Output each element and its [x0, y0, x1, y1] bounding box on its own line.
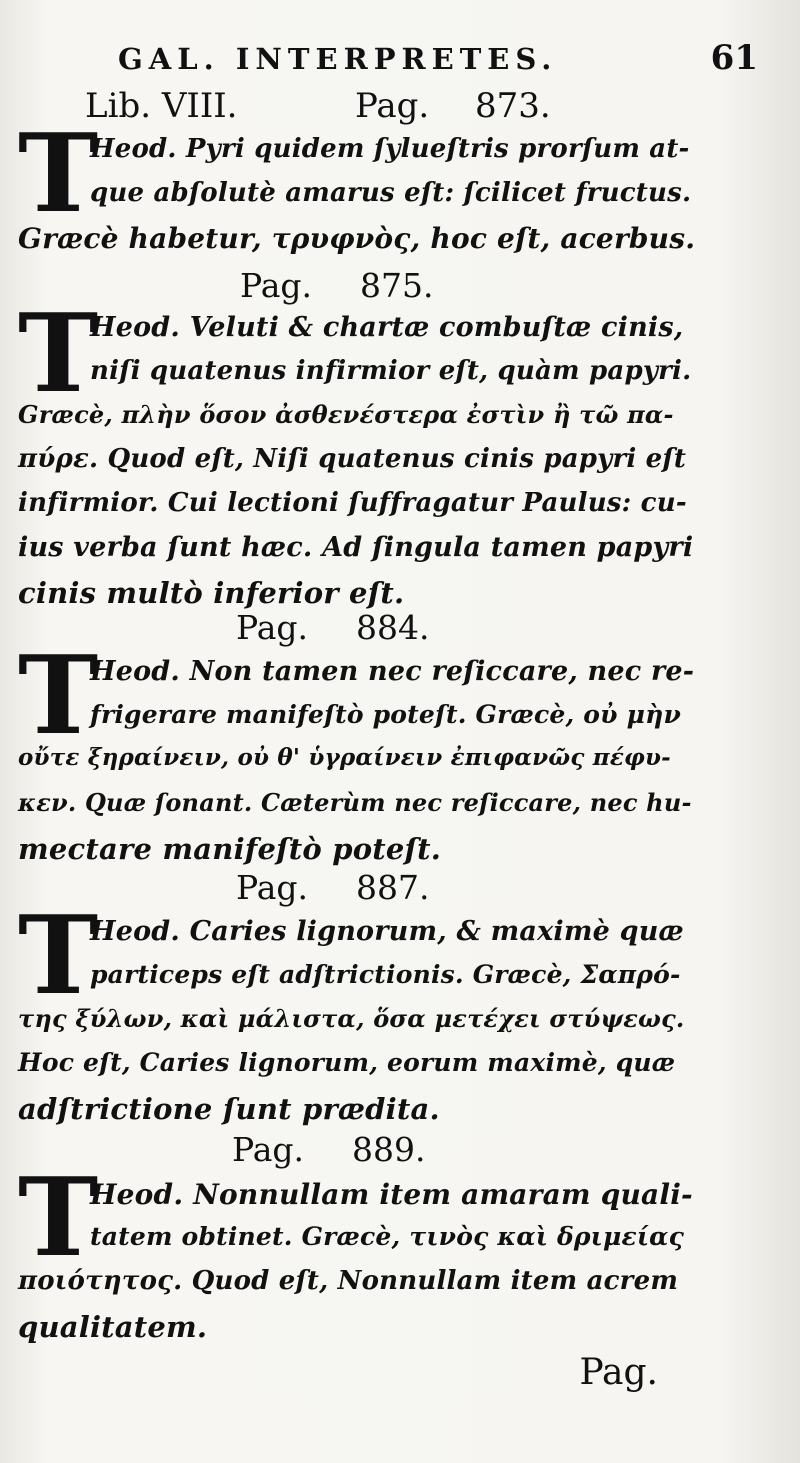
- page-heading-number: 884.: [356, 608, 430, 647]
- entry-line: ius verba ſunt hæc. Ad ſingula tamen papyri: [18, 532, 694, 563]
- entry-line: Heod. Caries lignorum, & maximè quæ: [90, 916, 684, 947]
- page-heading-number: 875.: [360, 266, 434, 305]
- entry-line: Heod. Pyri quidem ſylueſtris prorſum at-: [90, 134, 690, 164]
- page-heading-number: 889.: [352, 1130, 426, 1169]
- entry-line: Heod. Non tamen nec reſiccare, nec re-: [90, 656, 695, 687]
- entry-line: que abſolutè amarus eſt: ſcilicet fructus.: [90, 178, 692, 208]
- drop-capital: T: [18, 633, 99, 759]
- page-heading-label: Pag.: [236, 868, 309, 907]
- entry-line: adſtrictione ſunt prædita.: [18, 1092, 440, 1126]
- entry-873: [18, 111, 696, 266]
- entry-887: [18, 893, 685, 1128]
- entry-884: [18, 633, 695, 868]
- entry-line: infirmior. Cui lectioni ſuffragatur Paulus: cu-: [18, 488, 687, 518]
- entry-line: Græcè habetur, τρυφνὸς, hoc eſt, acerbus.: [18, 222, 696, 255]
- entry-line: niſi quatenus infirmior eſt, quàm papyri.: [90, 356, 692, 386]
- drop-capital: T: [18, 291, 99, 417]
- entry-889: [18, 1155, 693, 1350]
- entry-line: Hoc eſt, Caries lignorum, eorum maximè, quæ: [18, 1048, 676, 1077]
- entry-line: Græcè, πλὴν ὅσον ἀσθενέστερα ἐστὶν ἢ τῶ πα-: [18, 400, 674, 429]
- page-heading-label: Pag.: [240, 266, 313, 305]
- drop-capital: T: [18, 893, 99, 1019]
- entry-line: ποιότητος. Quod eſt, Nonnullam item acrem: [18, 1266, 679, 1296]
- entry-line: cinis multò inferior eſt.: [18, 576, 405, 610]
- page-heading: [232, 1130, 426, 1172]
- running-title: GAL. INTERPRETES.: [118, 42, 558, 76]
- page-heading: [236, 868, 430, 910]
- entry-875: [18, 291, 694, 610]
- entry-line: particeps eſt adſtrictionis. Græcè, Σαπρό-: [90, 960, 681, 989]
- page-label: Pag.: [355, 86, 430, 126]
- entry-line: πύρε. Quod eſt, Niſi quatenus cinis papyri eſt: [18, 444, 687, 474]
- entry-line: οὔτε ξηραίνειν, οὐ θ' ὑγραίνειν ἐπιφανῶς πέφυ-: [18, 744, 671, 771]
- page-header: [118, 38, 758, 82]
- page-heading: [236, 608, 430, 650]
- drop-capital: T: [18, 1155, 99, 1281]
- entry-line: mectare manifeſtò poteſt.: [18, 832, 442, 866]
- page-reference-number: 873.: [475, 86, 551, 126]
- book-label: Lib. VIII.: [85, 86, 238, 126]
- entry-line: frigerare manifeſtò poteſt. Græcè, οὐ μὴν: [90, 700, 682, 729]
- entry-line: Heod. Nonnullam item amaram quali-: [90, 1178, 693, 1211]
- page-number: 61: [710, 38, 758, 78]
- catchword: Pag.: [579, 1352, 658, 1393]
- page-heading-label: Pag.: [232, 1130, 305, 1169]
- page-heading-number: 887.: [356, 868, 430, 907]
- entry-line: Heod. Veluti & chartæ combuſtæ cinis,: [90, 312, 684, 343]
- entry-line: tatem obtinet. Græcè, τινὸς καὶ δριμείας: [90, 1222, 685, 1251]
- page-heading: [240, 266, 434, 308]
- book-reference-line: [85, 86, 605, 130]
- page-heading-label: Pag.: [236, 608, 309, 647]
- drop-capital: T: [18, 111, 99, 237]
- entry-line: της ξύλων, καὶ μάλιστα, ὅσα μετέχει στύψεως.: [18, 1004, 685, 1033]
- entry-line: qualitatem.: [18, 1310, 208, 1344]
- entry-line: κεν. Quæ ſonant. Cæterùm nec reſiccare, nec hu-: [18, 788, 692, 817]
